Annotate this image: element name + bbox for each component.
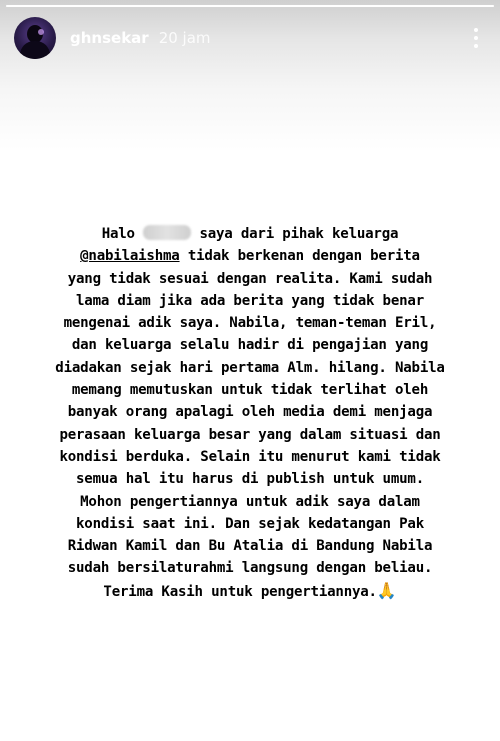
caption-line: sudah bersilaturahmi langsung dengan beliau. [67, 560, 433, 577]
caption-line: yang tidak sesuai dengan realita. Kami sudah [67, 270, 433, 287]
story-text [40, 223, 460, 603]
caption-line: Ridwan Kamil dan Bu Atalia di Bandung Nabila [67, 538, 433, 555]
caption-line1-rest: saya dari pihak keluarga [199, 226, 399, 242]
caption-line: memang memutuskan untuk tidak terlihat oleh [71, 382, 429, 399]
caption-line: perasaan keluarga besar yang dalam situasi dan [59, 426, 441, 443]
story-progress-fill [6, 5, 494, 7]
more-options-icon[interactable] [466, 24, 486, 52]
caption-line: diadakan sejak hari pertama Alm. hilang. Nabila [55, 359, 445, 376]
story-timestamp: 20 jam [158, 29, 211, 47]
mention-link[interactable]: @nabilaishma [80, 248, 180, 265]
caption-closing: Terima Kasih untuk pengertiannya. [103, 583, 377, 600]
caption-greeting: Halo [101, 226, 135, 242]
username[interactable]: ghnsekar [70, 29, 149, 47]
redacted-name-blur [143, 225, 191, 240]
caption-line: kondisi berduka. Selain itu menurut kami tidak [59, 448, 441, 465]
avatar[interactable] [14, 17, 56, 59]
caption-line: dan keluarga selalu hadir di pengajian yang [71, 337, 429, 354]
caption-line: lama diam jika ada berita yang tidak benar [76, 292, 424, 309]
caption-line: semua hal itu harus di publish untuk umum. [76, 471, 424, 488]
caption-line2-rest: tidak berkenan dengan berita [187, 248, 420, 265]
story-header [14, 16, 486, 60]
caption-line [40, 223, 460, 245]
caption-line: banyak orang apalagi oleh media demi menjaga [67, 404, 433, 421]
caption-line [40, 580, 460, 603]
caption-line: mengenai adik saya. Nabila, teman-teman Eril, [63, 315, 437, 332]
caption-line [40, 245, 460, 267]
caption-line: kondisi saat ini. Dan sejak kedatangan Pak [76, 515, 424, 532]
story-progress-bar [6, 5, 494, 7]
folded-hands-icon: 🙏 [376, 580, 397, 600]
caption-line: Mohon pengertiannya untuk adik saya dalam [80, 493, 420, 510]
